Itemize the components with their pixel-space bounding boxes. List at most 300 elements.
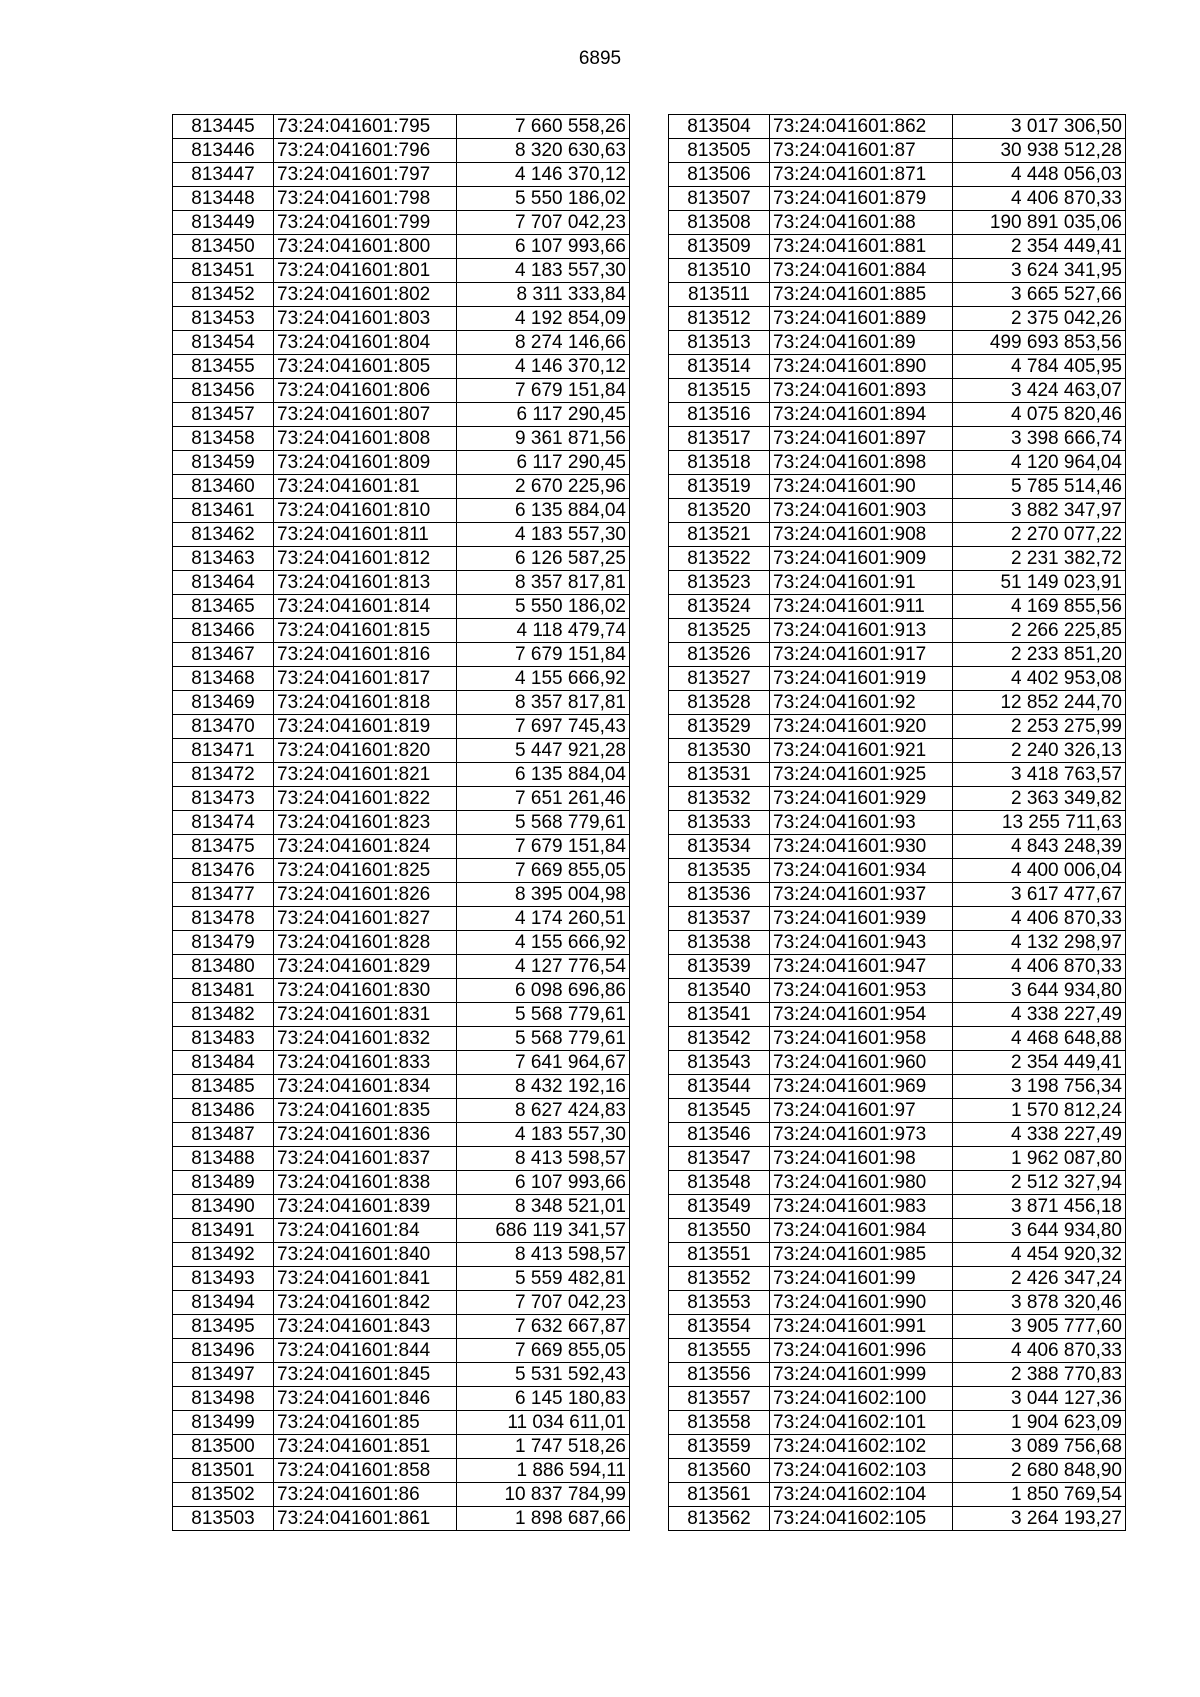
- cadastral-number-cell: 73:24:041601:841: [274, 1267, 457, 1291]
- row-number-cell: 813547: [669, 1147, 770, 1171]
- table-row: [669, 1171, 1126, 1195]
- value-cell: 4 146 370,12: [457, 163, 630, 187]
- cadastral-number-cell: 73:24:041601:809: [274, 451, 457, 475]
- cadastral-number-cell: 73:24:041601:810: [274, 499, 457, 523]
- row-number-cell: 813448: [173, 187, 274, 211]
- cadastral-number-cell: 73:24:041601:879: [770, 187, 953, 211]
- row-number-cell: 813533: [669, 811, 770, 835]
- cadastral-table-right: [668, 114, 1126, 1531]
- row-number-cell: 813539: [669, 955, 770, 979]
- value-cell: 6 107 993,66: [457, 1171, 630, 1195]
- value-cell: 6 117 290,45: [457, 403, 630, 427]
- row-number-cell: 813485: [173, 1075, 274, 1099]
- cadastral-number-cell: 73:24:041601:984: [770, 1219, 953, 1243]
- value-cell: 1 570 812,24: [953, 1099, 1126, 1123]
- cadastral-number-cell: 73:24:041601:930: [770, 835, 953, 859]
- value-cell: 9 361 871,56: [457, 427, 630, 451]
- table-row: [669, 1243, 1126, 1267]
- value-cell: 4 120 964,04: [953, 451, 1126, 475]
- cadastral-number-cell: 73:24:041601:823: [274, 811, 457, 835]
- row-number-cell: 813455: [173, 355, 274, 379]
- cadastral-number-cell: 73:24:041601:903: [770, 499, 953, 523]
- cadastral-number-cell: 73:24:041601:840: [274, 1243, 457, 1267]
- table-row: [173, 139, 630, 163]
- row-number-cell: 813524: [669, 595, 770, 619]
- table-row: [173, 1363, 630, 1387]
- row-number-cell: 813504: [669, 115, 770, 139]
- table-row: [669, 907, 1126, 931]
- value-cell: 686 119 341,57: [457, 1219, 630, 1243]
- table-row: [173, 1435, 630, 1459]
- table-row: [173, 1219, 630, 1243]
- table-row: [173, 931, 630, 955]
- row-number-cell: 813457: [173, 403, 274, 427]
- value-cell: 4 843 248,39: [953, 835, 1126, 859]
- cadastral-number-cell: 73:24:041601:818: [274, 691, 457, 715]
- row-number-cell: 813520: [669, 499, 770, 523]
- cadastral-number-cell: 73:24:041601:858: [274, 1459, 457, 1483]
- row-number-cell: 813522: [669, 547, 770, 571]
- cadastral-number-cell: 73:24:041601:812: [274, 547, 457, 571]
- table-row: [669, 787, 1126, 811]
- cadastral-number-cell: 73:24:041601:798: [274, 187, 457, 211]
- table-row: [669, 595, 1126, 619]
- value-cell: 2 270 077,22: [953, 523, 1126, 547]
- row-number-cell: 813509: [669, 235, 770, 259]
- row-number-cell: 813510: [669, 259, 770, 283]
- table-row: [173, 163, 630, 187]
- row-number-cell: 813536: [669, 883, 770, 907]
- row-number-cell: 813516: [669, 403, 770, 427]
- value-cell: 5 568 779,61: [457, 811, 630, 835]
- value-cell: 2 512 327,94: [953, 1171, 1126, 1195]
- row-number-cell: 813542: [669, 1027, 770, 1051]
- row-number-cell: 813550: [669, 1219, 770, 1243]
- cadastral-number-cell: 73:24:041601:881: [770, 235, 953, 259]
- table-row: [173, 523, 630, 547]
- row-number-cell: 813549: [669, 1195, 770, 1219]
- table-row: [173, 499, 630, 523]
- row-number-cell: 813467: [173, 643, 274, 667]
- row-number-cell: 813518: [669, 451, 770, 475]
- table-row: [173, 331, 630, 355]
- value-cell: 8 274 146,66: [457, 331, 630, 355]
- row-number-cell: 813540: [669, 979, 770, 1003]
- value-cell: 5 559 482,81: [457, 1267, 630, 1291]
- value-cell: 7 632 667,87: [457, 1315, 630, 1339]
- value-cell: 4 174 260,51: [457, 907, 630, 931]
- value-cell: 1 904 623,09: [953, 1411, 1126, 1435]
- table-row: [669, 1123, 1126, 1147]
- cadastral-number-cell: 73:24:041601:897: [770, 427, 953, 451]
- value-cell: 3 882 347,97: [953, 499, 1126, 523]
- cadastral-number-cell: 73:24:041601:898: [770, 451, 953, 475]
- table-row: [669, 427, 1126, 451]
- row-number-cell: 813496: [173, 1339, 274, 1363]
- row-number-cell: 813465: [173, 595, 274, 619]
- value-cell: 3 624 341,95: [953, 259, 1126, 283]
- table-row: [173, 1507, 630, 1531]
- table-row: [173, 667, 630, 691]
- row-number-cell: 813494: [173, 1291, 274, 1315]
- row-number-cell: 813523: [669, 571, 770, 595]
- cadastral-number-cell: 73:24:041601:822: [274, 787, 457, 811]
- value-cell: 3 089 756,68: [953, 1435, 1126, 1459]
- table-row: [669, 883, 1126, 907]
- cadastral-number-cell: 73:24:041601:813: [274, 571, 457, 595]
- row-number-cell: 813555: [669, 1339, 770, 1363]
- value-cell: 4 338 227,49: [953, 1003, 1126, 1027]
- value-cell: 5 568 779,61: [457, 1003, 630, 1027]
- cadastral-number-cell: 73:24:041602:103: [770, 1459, 953, 1483]
- table-row: [669, 475, 1126, 499]
- cadastral-number-cell: 73:24:041601:795: [274, 115, 457, 139]
- cadastral-number-cell: 73:24:041601:839: [274, 1195, 457, 1219]
- table-row: [173, 715, 630, 739]
- value-cell: 4 400 006,04: [953, 859, 1126, 883]
- row-number-cell: 813460: [173, 475, 274, 499]
- table-row: [173, 907, 630, 931]
- table-row: [173, 1267, 630, 1291]
- row-number-cell: 813445: [173, 115, 274, 139]
- row-number-cell: 813558: [669, 1411, 770, 1435]
- value-cell: 3 665 527,66: [953, 283, 1126, 307]
- cadastral-number-cell: 73:24:041601:86: [274, 1483, 457, 1507]
- cadastral-number-cell: 73:24:041601:87: [770, 139, 953, 163]
- value-cell: 2 388 770,83: [953, 1363, 1126, 1387]
- value-cell: 3 398 666,74: [953, 427, 1126, 451]
- value-cell: 2 354 449,41: [953, 235, 1126, 259]
- table-row: [669, 1459, 1126, 1483]
- cadastral-number-cell: 73:24:041601:908: [770, 523, 953, 547]
- table-row: [173, 1195, 630, 1219]
- row-number-cell: 813500: [173, 1435, 274, 1459]
- table-body: [173, 115, 630, 1531]
- row-number-cell: 813557: [669, 1387, 770, 1411]
- table-row: [669, 1507, 1126, 1531]
- cadastral-number-cell: 73:24:041601:999: [770, 1363, 953, 1387]
- row-number-cell: 813463: [173, 547, 274, 571]
- cadastral-number-cell: 73:24:041601:889: [770, 307, 953, 331]
- table-row: [173, 475, 630, 499]
- cadastral-number-cell: 73:24:041601:920: [770, 715, 953, 739]
- value-cell: 3 905 777,60: [953, 1315, 1126, 1339]
- cadastral-number-cell: 73:24:041601:797: [274, 163, 457, 187]
- value-cell: 8 357 817,81: [457, 571, 630, 595]
- table-row: [173, 1339, 630, 1363]
- row-number-cell: 813477: [173, 883, 274, 907]
- table-row: [173, 1027, 630, 1051]
- row-number-cell: 813508: [669, 211, 770, 235]
- table-row: [669, 1387, 1126, 1411]
- cadastral-number-cell: 73:24:041601:89: [770, 331, 953, 355]
- cadastral-number-cell: 73:24:041601:817: [274, 667, 457, 691]
- value-cell: 3 424 463,07: [953, 379, 1126, 403]
- value-cell: 6 135 884,04: [457, 499, 630, 523]
- value-cell: 4 183 557,30: [457, 523, 630, 547]
- cadastral-number-cell: 73:24:041601:939: [770, 907, 953, 931]
- value-cell: 8 320 630,63: [457, 139, 630, 163]
- cadastral-number-cell: 73:24:041601:893: [770, 379, 953, 403]
- cadastral-number-cell: 73:24:041601:99: [770, 1267, 953, 1291]
- row-number-cell: 813489: [173, 1171, 274, 1195]
- cadastral-number-cell: 73:24:041601:804: [274, 331, 457, 355]
- cadastral-number-cell: 73:24:041601:796: [274, 139, 457, 163]
- cadastral-number-cell: 73:24:041602:104: [770, 1483, 953, 1507]
- value-cell: 7 660 558,26: [457, 115, 630, 139]
- cadastral-number-cell: 73:24:041601:953: [770, 979, 953, 1003]
- cadastral-number-cell: 73:24:041601:990: [770, 1291, 953, 1315]
- value-cell: 4 454 920,32: [953, 1243, 1126, 1267]
- value-cell: 4 338 227,49: [953, 1123, 1126, 1147]
- row-number-cell: 813527: [669, 667, 770, 691]
- value-cell: 4 183 557,30: [457, 1123, 630, 1147]
- table-row: [669, 355, 1126, 379]
- value-cell: 5 785 514,46: [953, 475, 1126, 499]
- row-number-cell: 813473: [173, 787, 274, 811]
- table-row: [669, 1315, 1126, 1339]
- table-row: [669, 1027, 1126, 1051]
- cadastral-number-cell: 73:24:041601:937: [770, 883, 953, 907]
- row-number-cell: 813537: [669, 907, 770, 931]
- value-cell: 6 145 180,83: [457, 1387, 630, 1411]
- cadastral-number-cell: 73:24:041601:885: [770, 283, 953, 307]
- table-row: [669, 499, 1126, 523]
- table-row: [173, 835, 630, 859]
- row-number-cell: 813483: [173, 1027, 274, 1051]
- table-row: [669, 523, 1126, 547]
- value-cell: 4 132 298,97: [953, 931, 1126, 955]
- row-number-cell: 813512: [669, 307, 770, 331]
- value-cell: 3 617 477,67: [953, 883, 1126, 907]
- table-row: [669, 955, 1126, 979]
- cadastral-number-cell: 73:24:041601:800: [274, 235, 457, 259]
- value-cell: 4 146 370,12: [457, 355, 630, 379]
- table-row: [669, 1267, 1126, 1291]
- table-row: [669, 307, 1126, 331]
- row-number-cell: 813556: [669, 1363, 770, 1387]
- cadastral-number-cell: 73:24:041601:838: [274, 1171, 457, 1195]
- table-row: [669, 571, 1126, 595]
- row-number-cell: 813529: [669, 715, 770, 739]
- cadastral-number-cell: 73:24:041601:805: [274, 355, 457, 379]
- cadastral-number-cell: 73:24:041601:871: [770, 163, 953, 187]
- cadastral-number-cell: 73:24:041601:947: [770, 955, 953, 979]
- table-row: [173, 115, 630, 139]
- row-number-cell: 813482: [173, 1003, 274, 1027]
- table-row: [669, 835, 1126, 859]
- cadastral-number-cell: 73:24:041601:819: [274, 715, 457, 739]
- table-row: [173, 283, 630, 307]
- row-number-cell: 813486: [173, 1099, 274, 1123]
- value-cell: 5 550 186,02: [457, 595, 630, 619]
- value-cell: 1 747 518,26: [457, 1435, 630, 1459]
- cadastral-number-cell: 73:24:041601:825: [274, 859, 457, 883]
- value-cell: 2 363 349,82: [953, 787, 1126, 811]
- table-row: [669, 283, 1126, 307]
- table-row: [669, 715, 1126, 739]
- row-number-cell: 813546: [669, 1123, 770, 1147]
- cadastral-number-cell: 73:24:041601:803: [274, 307, 457, 331]
- table-row: [669, 1219, 1126, 1243]
- cadastral-table-left: [172, 114, 630, 1531]
- table-row: [173, 1003, 630, 1027]
- cadastral-number-cell: 73:24:041601:836: [274, 1123, 457, 1147]
- row-number-cell: 813559: [669, 1435, 770, 1459]
- cadastral-number-cell: 73:24:041601:983: [770, 1195, 953, 1219]
- row-number-cell: 813507: [669, 187, 770, 211]
- value-cell: 7 669 855,05: [457, 859, 630, 883]
- value-cell: 2 680 848,90: [953, 1459, 1126, 1483]
- row-number-cell: 813454: [173, 331, 274, 355]
- cadastral-number-cell: 73:24:041601:816: [274, 643, 457, 667]
- cadastral-number-cell: 73:24:041601:973: [770, 1123, 953, 1147]
- row-number-cell: 813447: [173, 163, 274, 187]
- row-number-cell: 813492: [173, 1243, 274, 1267]
- table-row: [669, 1339, 1126, 1363]
- cadastral-number-cell: 73:24:041601:921: [770, 739, 953, 763]
- table-row: [669, 859, 1126, 883]
- row-number-cell: 813513: [669, 331, 770, 355]
- table-row: [173, 1099, 630, 1123]
- value-cell: 2 426 347,24: [953, 1267, 1126, 1291]
- value-cell: 4 406 870,33: [953, 907, 1126, 931]
- table-row: [173, 1483, 630, 1507]
- table-row: [669, 1099, 1126, 1123]
- row-number-cell: 813554: [669, 1315, 770, 1339]
- table-row: [173, 355, 630, 379]
- value-cell: 4 075 820,46: [953, 403, 1126, 427]
- row-number-cell: 813521: [669, 523, 770, 547]
- value-cell: 2 375 042,26: [953, 307, 1126, 331]
- value-cell: 4 155 666,92: [457, 667, 630, 691]
- cadastral-number-cell: 73:24:041601:851: [274, 1435, 457, 1459]
- value-cell: 2 354 449,41: [953, 1051, 1126, 1075]
- cadastral-number-cell: 73:24:041601:845: [274, 1363, 457, 1387]
- value-cell: 7 707 042,23: [457, 211, 630, 235]
- table-row: [173, 787, 630, 811]
- cadastral-number-cell: 73:24:041601:954: [770, 1003, 953, 1027]
- table-row: [669, 1483, 1126, 1507]
- row-number-cell: 813462: [173, 523, 274, 547]
- row-number-cell: 813538: [669, 931, 770, 955]
- cadastral-number-cell: 73:24:041601:827: [274, 907, 457, 931]
- table-row: [669, 1147, 1126, 1171]
- cadastral-number-cell: 73:24:041601:821: [274, 763, 457, 787]
- table-row: [173, 691, 630, 715]
- cadastral-number-cell: 73:24:041601:846: [274, 1387, 457, 1411]
- cadastral-number-cell: 73:24:041601:884: [770, 259, 953, 283]
- value-cell: 4 192 854,09: [457, 307, 630, 331]
- value-cell: 6 126 587,25: [457, 547, 630, 571]
- row-number-cell: 813472: [173, 763, 274, 787]
- cadastral-number-cell: 73:24:041601:934: [770, 859, 953, 883]
- table-row: [669, 931, 1126, 955]
- cadastral-number-cell: 73:24:041601:917: [770, 643, 953, 667]
- row-number-cell: 813560: [669, 1459, 770, 1483]
- table-row: [669, 235, 1126, 259]
- cadastral-number-cell: 73:24:041601:862: [770, 115, 953, 139]
- row-number-cell: 813470: [173, 715, 274, 739]
- value-cell: 7 651 261,46: [457, 787, 630, 811]
- cadastral-number-cell: 73:24:041601:832: [274, 1027, 457, 1051]
- value-cell: 4 155 666,92: [457, 931, 630, 955]
- value-cell: 7 697 745,43: [457, 715, 630, 739]
- cadastral-number-cell: 73:24:041601:826: [274, 883, 457, 907]
- row-number-cell: 813499: [173, 1411, 274, 1435]
- table-row: [173, 1171, 630, 1195]
- table-row: [669, 1291, 1126, 1315]
- table-row: [173, 547, 630, 571]
- value-cell: 3 644 934,80: [953, 1219, 1126, 1243]
- row-number-cell: 813495: [173, 1315, 274, 1339]
- row-number-cell: 813453: [173, 307, 274, 331]
- row-number-cell: 813525: [669, 619, 770, 643]
- cadastral-number-cell: 73:24:041601:807: [274, 403, 457, 427]
- table-row: [173, 1387, 630, 1411]
- value-cell: 499 693 853,56: [953, 331, 1126, 355]
- value-cell: 7 679 151,84: [457, 835, 630, 859]
- row-number-cell: 813458: [173, 427, 274, 451]
- row-number-cell: 813528: [669, 691, 770, 715]
- cadastral-number-cell: 73:24:041601:991: [770, 1315, 953, 1339]
- cadastral-number-cell: 73:24:041601:943: [770, 931, 953, 955]
- table-row: [173, 1075, 630, 1099]
- cadastral-number-cell: 73:24:041601:834: [274, 1075, 457, 1099]
- table-row: [173, 307, 630, 331]
- cadastral-number-cell: 73:24:041601:833: [274, 1051, 457, 1075]
- row-number-cell: 813534: [669, 835, 770, 859]
- cadastral-number-cell: 73:24:041601:960: [770, 1051, 953, 1075]
- row-number-cell: 813511: [669, 283, 770, 307]
- table-row: [669, 1435, 1126, 1459]
- value-cell: 4 127 776,54: [457, 955, 630, 979]
- cadastral-number-cell: 73:24:041601:808: [274, 427, 457, 451]
- table-row: [669, 187, 1126, 211]
- row-number-cell: 813526: [669, 643, 770, 667]
- row-number-cell: 813466: [173, 619, 274, 643]
- value-cell: 4 784 405,95: [953, 355, 1126, 379]
- cadastral-number-cell: 73:24:041601:85: [274, 1411, 457, 1435]
- value-cell: 13 255 711,63: [953, 811, 1126, 835]
- value-cell: 5 447 921,28: [457, 739, 630, 763]
- cadastral-number-cell: 73:24:041601:919: [770, 667, 953, 691]
- value-cell: 7 707 042,23: [457, 1291, 630, 1315]
- table-row: [669, 739, 1126, 763]
- row-number-cell: 813469: [173, 691, 274, 715]
- value-cell: 3 198 756,34: [953, 1075, 1126, 1099]
- value-cell: 4 406 870,33: [953, 1339, 1126, 1363]
- table-row: [669, 1363, 1126, 1387]
- table-row: [173, 595, 630, 619]
- value-cell: 8 311 333,84: [457, 283, 630, 307]
- row-number-cell: 813505: [669, 139, 770, 163]
- cadastral-number-cell: 73:24:041601:84: [274, 1219, 457, 1243]
- table-row: [173, 571, 630, 595]
- table-row: [669, 1075, 1126, 1099]
- cadastral-number-cell: 73:24:041601:820: [274, 739, 457, 763]
- value-cell: 8 432 192,16: [457, 1075, 630, 1099]
- table-row: [669, 547, 1126, 571]
- cadastral-number-cell: 73:24:041601:843: [274, 1315, 457, 1339]
- table-row: [173, 1051, 630, 1075]
- value-cell: 1 850 769,54: [953, 1483, 1126, 1507]
- table-row: [173, 1123, 630, 1147]
- row-number-cell: 813515: [669, 379, 770, 403]
- row-number-cell: 813553: [669, 1291, 770, 1315]
- cadastral-number-cell: 73:24:041602:102: [770, 1435, 953, 1459]
- cadastral-number-cell: 73:24:041601:815: [274, 619, 457, 643]
